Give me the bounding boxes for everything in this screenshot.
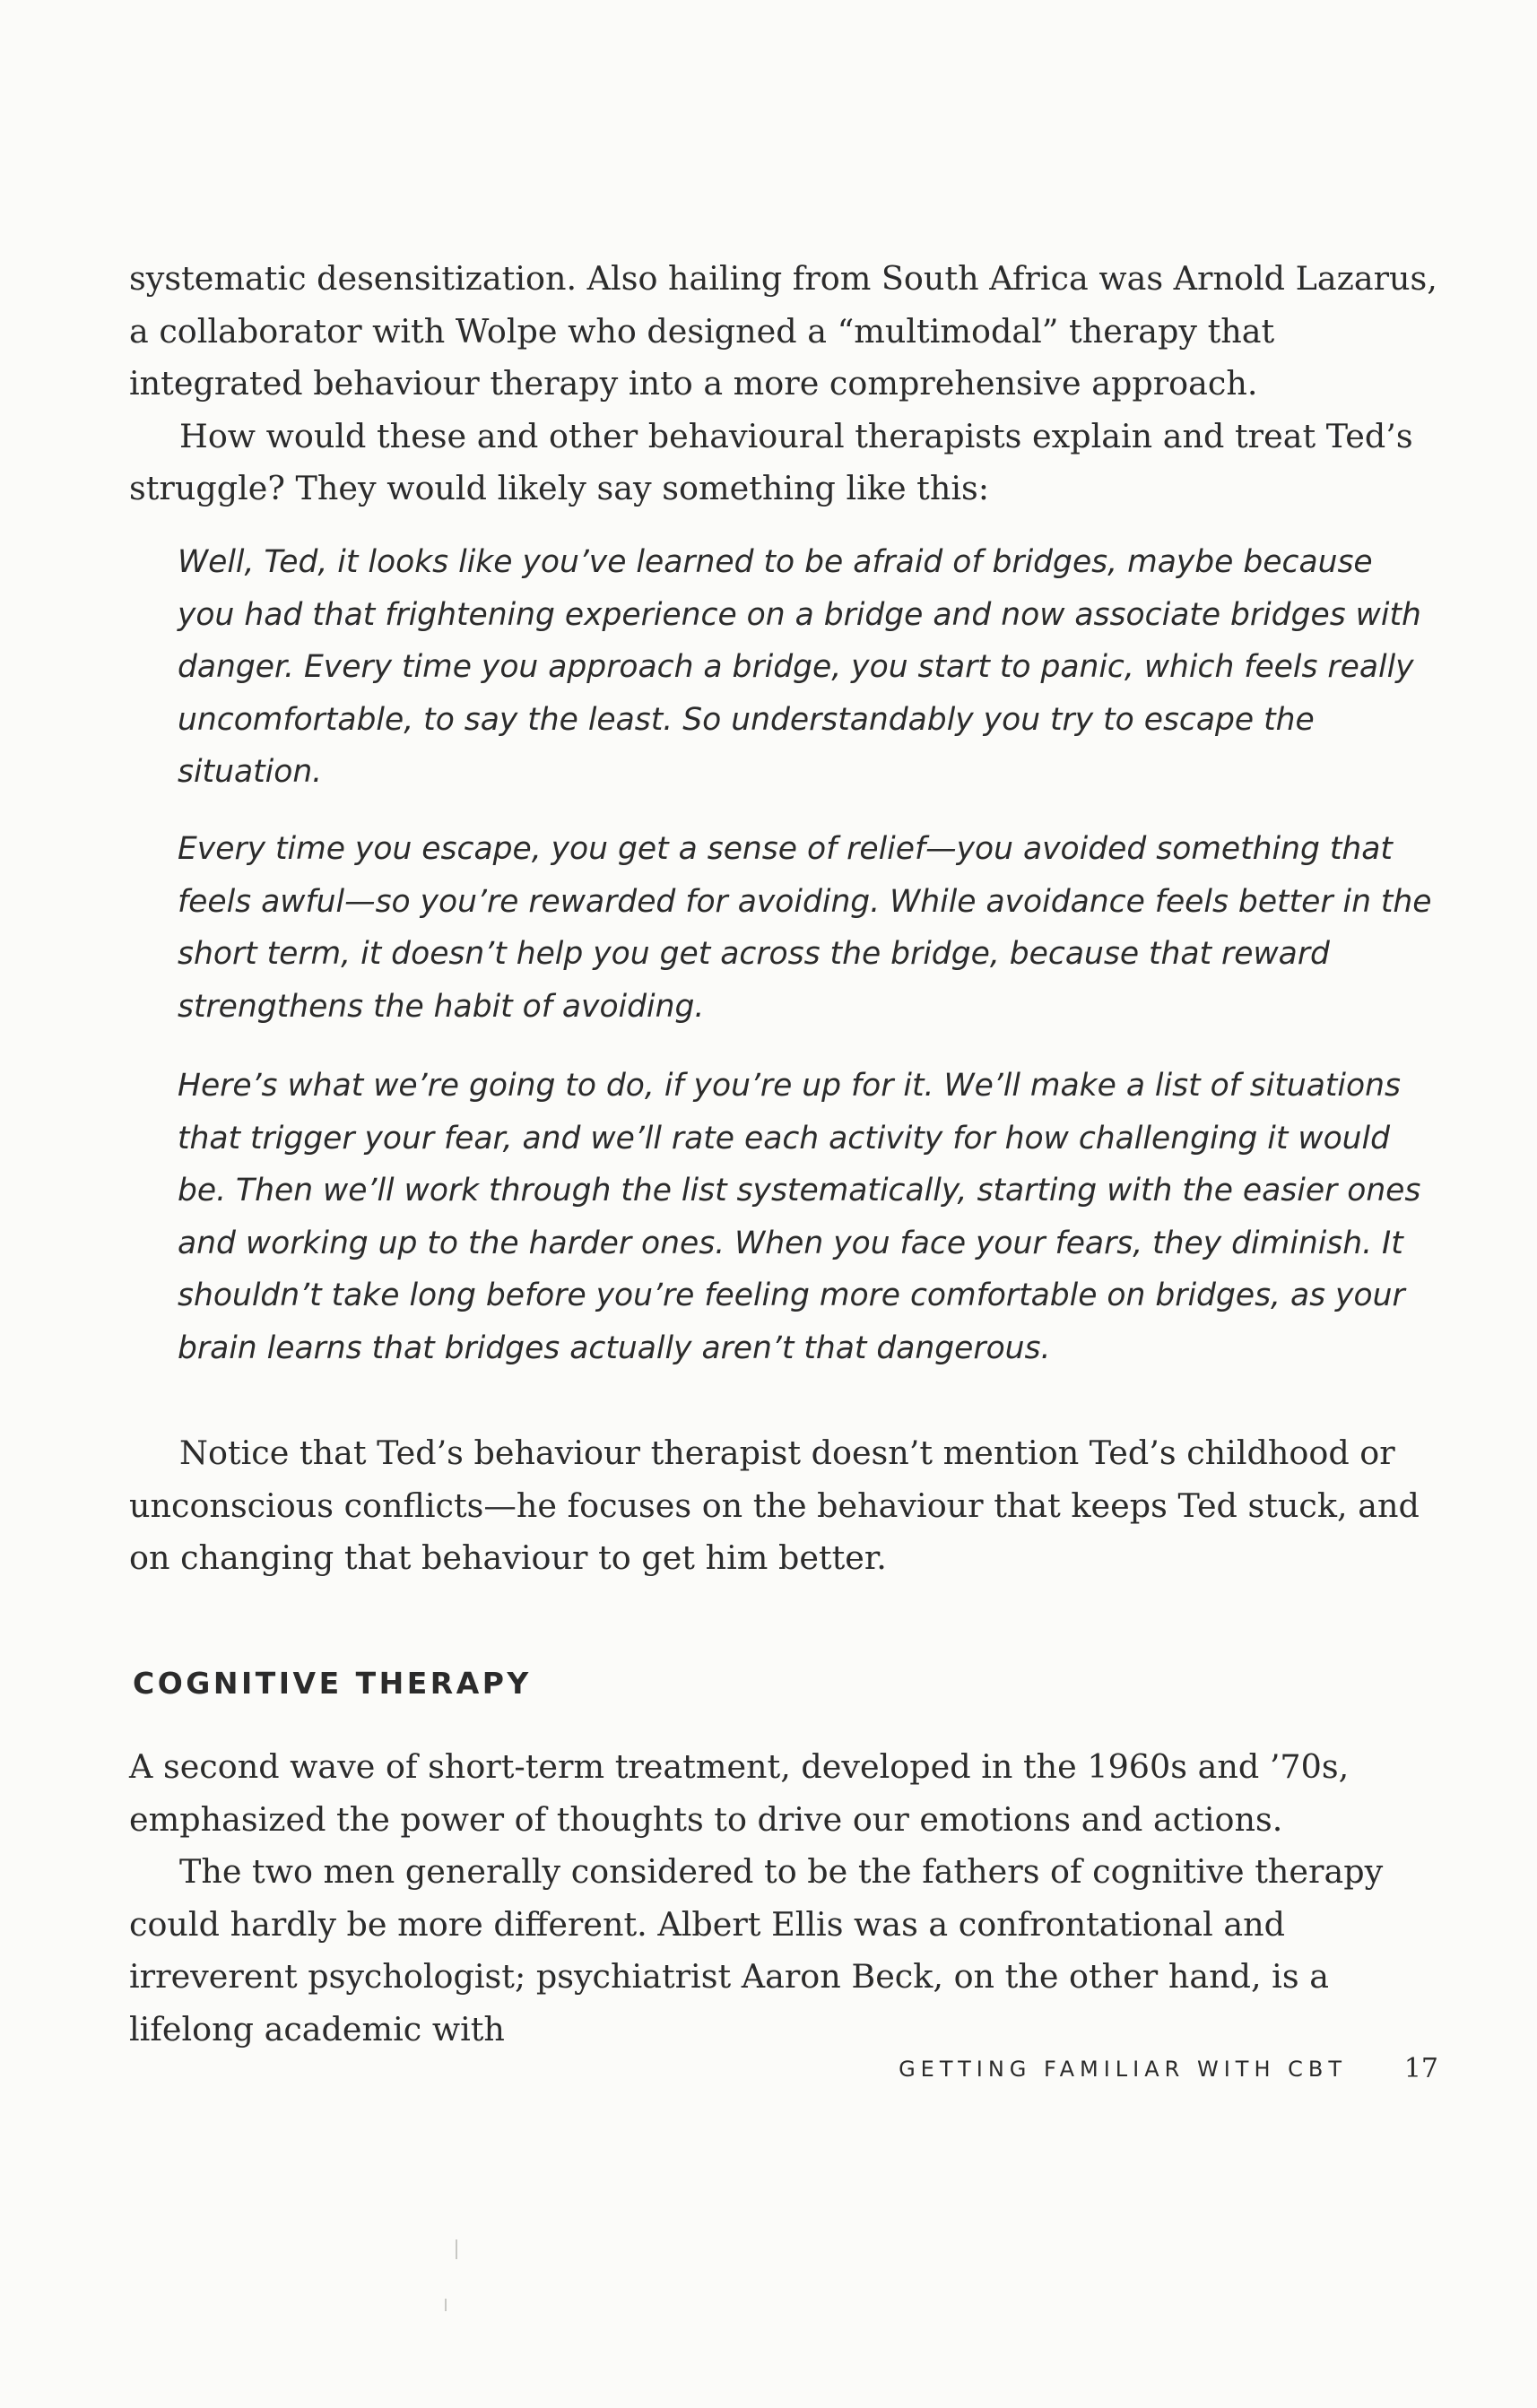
- quote-exposure-plan: Here’s what we’re going to do, if you’re up for it. We’ll make a list of situations that trigger your fear, and we’ll rate each activity for how challenging it would be. Then we’ll work through the list systematically, starting with the easier ones and working up to the harder ones. When you face your fears, they diminish. It shouldn’t take long before you’re feeling more comfortable on bridges, as your brain learns that bridges actually aren’t that dangerous.: [178, 1068, 1421, 1366]
- quote-relief-avoidance: Every time you escape, you get a sense of relief—you avoided something that feels awful—so you’re rewarded for avoiding. While avoidance feels better in the short term, it doesn’t help you get across the bridge, because that reward strengthens the habit of avoiding.: [178, 831, 1432, 1025]
- paragraph-lazarus: systematic desensitization. Also hailing from South Africa was Arnold Lazarus, a collaborator with Wolpe who designed a “multimodal” therapy that integrated behaviour therapy into a more comprehensive approach.: [129, 259, 1437, 403]
- post-quote-text: [129, 1427, 1438, 1585]
- paragraph-second-wave: A second wave of short-term treatment, developed in the 1960s and ’70s, emphasized the power of thoughts to drive our emotions and actions.: [129, 1747, 1350, 1839]
- paragraph-fathers-of-cognitive-therapy: The two men generally considered to be the fathers of cognitive therapy could hardly be more different. Albert Ellis was a confrontational and irreverent psychologist; psychiatrist Aaron Beck, on the other hand, is a lifelong academic with: [129, 1852, 1384, 2049]
- paragraph-behavioural-question: How would these and other behavioural therapists explain and treat Ted’s struggle? They would likely say something like this:: [129, 416, 1413, 507]
- page-footer: [899, 2053, 1444, 2092]
- paragraph-notice: Notice that Ted’s behaviour therapist doesn’t mention Ted’s childhood or unconscious conflicts—he focuses on the behaviour that keeps Ted stuck, and on changing that behaviour to get him better.: [129, 1434, 1420, 1577]
- scan-speck: [445, 2299, 447, 2311]
- opening-text: [129, 253, 1438, 515]
- scan-speck: [456, 2239, 457, 2259]
- page-number: 17: [1403, 2053, 1438, 2084]
- cognitive-therapy-text: [129, 1741, 1438, 2056]
- quote-fear-of-bridges: Well, Ted, it looks like you’ve learned to be afraid of bridges, maybe because you had that frightening experience on a bridge and now associate bridges with danger. Every time you approach a bridge, you start to panic, which feels really uncomfortable, to say the least. So understandably you try to escape the situation.: [178, 544, 1421, 790]
- running-head: GETTING FAMILIAR WITH CBT: [899, 2057, 1347, 2082]
- section-heading-cognitive-therapy: COGNITIVE THERAPY: [133, 1666, 532, 1701]
